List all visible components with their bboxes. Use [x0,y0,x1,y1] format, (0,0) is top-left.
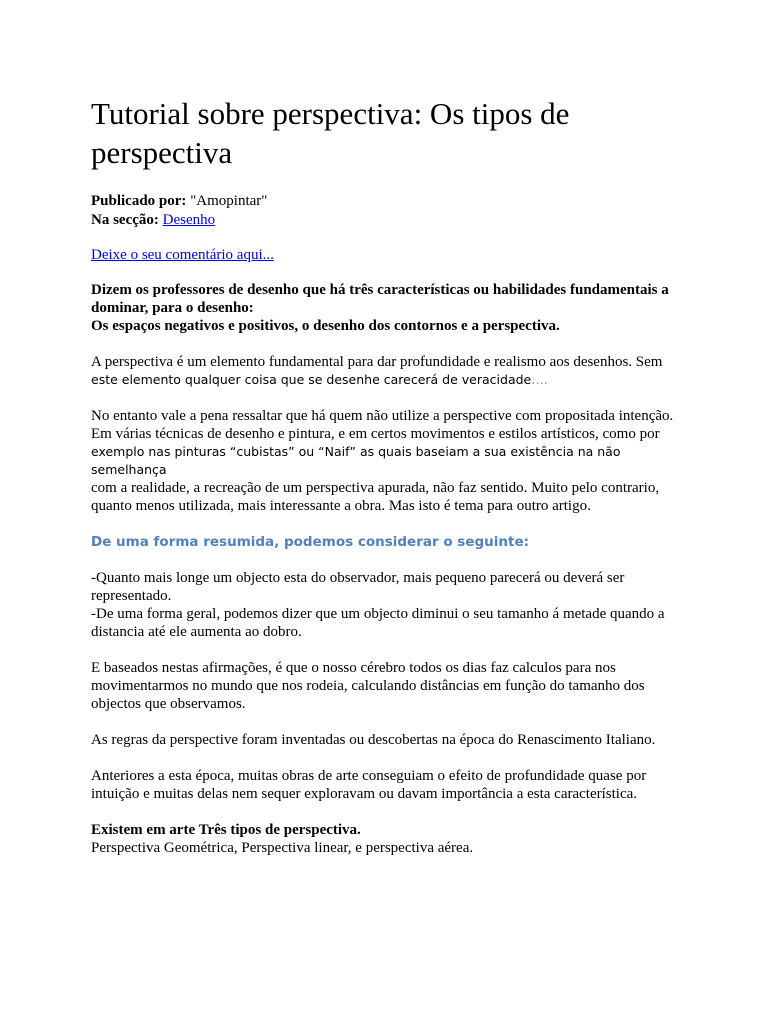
published-author: "Amopintar" [190,193,268,209]
paragraph-2 [91,407,687,515]
section-label: Na secção: [91,212,159,228]
paragraph-2-line-3: com a realidade, a recreação de um perspectiva apurada, não faz sentido. Muito pelo contrario, quanto menos utilizada, mais interessante a obra. Mas isto é tema para outro artigo. [91,480,660,514]
intro-line-1: Dizem os professores de desenho que há três características ou habilidades fundamentais a dominar, para o desenho: [91,282,669,316]
types-section [91,821,687,857]
paragraph-1-ellipsis: …. [531,372,548,387]
section-link[interactable]: Desenho [162,212,216,228]
comment-row [91,246,687,265]
published-by [91,192,687,211]
section-info [91,211,687,230]
intro-paragraph [91,281,687,335]
types-heading: Existem em arte Três tipos de perspectiva. [91,822,361,838]
paragraph-3: E baseados nestas afirmações, é que o nosso cérebro todos os dias faz calculos para nos movimentarmos no mundo que nos rodeia, calculando distâncias em função do tamanho dos objectos que observamos. [91,660,645,712]
paragraph-2-line-1: No entanto vale a pena ressaltar que há quem não utilize a perspective com propositada intenção. Em várias técnicas de desenho e pintura, e em certos movimentos e estilos artísticos, como por [91,408,674,442]
page-title: Tutorial sobre perspectiva: Os tipos de perspectiva [91,96,570,170]
summary-heading: De uma forma resumida, podemos considerar o seguinte: [91,534,530,550]
types-list: Perspectiva Geométrica, Perspectiva linear, e perspectiva aérea. [91,840,474,856]
paragraph-4: As regras da perspective foram inventadas ou descobertas na época do Renascimento Italiano. [91,732,656,748]
comment-link[interactable]: Deixe o seu comentário aqui... [91,247,274,263]
paragraph-1-line-1: A perspectiva é um elemento fundamental para dar profundidade e realismo aos desenhos. Sem [91,354,663,370]
paragraph-1 [91,353,687,389]
summary-list [91,569,687,641]
article [91,88,687,857]
summary-item-1: -Quanto mais longe um objecto esta do observador, mais pequeno parecerá ou deverá ser representado. [91,570,625,604]
intro-line-2: Os espaços negativos e positivos, o desenho dos contornos e a perspectiva. [91,318,560,334]
paragraph-5: Anteriores a esta época, muitas obras de arte conseguiam o efeito de profundidade quase por intuição e muitas delas nem sequer exploravam ou davam importância a esta característica. [91,768,647,802]
published-label: Publicado por: [91,193,187,209]
paragraph-2-line-2: exemplo nas pinturas “cubistas” ou “Naif” as quais baseiam a sua existência na não semelhança [91,444,621,477]
paragraph-1-line-2: este elemento qualquer coisa que se desenhe carecerá de veracidade [91,372,532,387]
summary-item-2: -De uma forma geral, podemos dizer que um objecto diminui o seu tamanho á metade quando a distancia até ele aumenta ao dobro. [91,606,665,640]
article-meta [91,192,687,230]
